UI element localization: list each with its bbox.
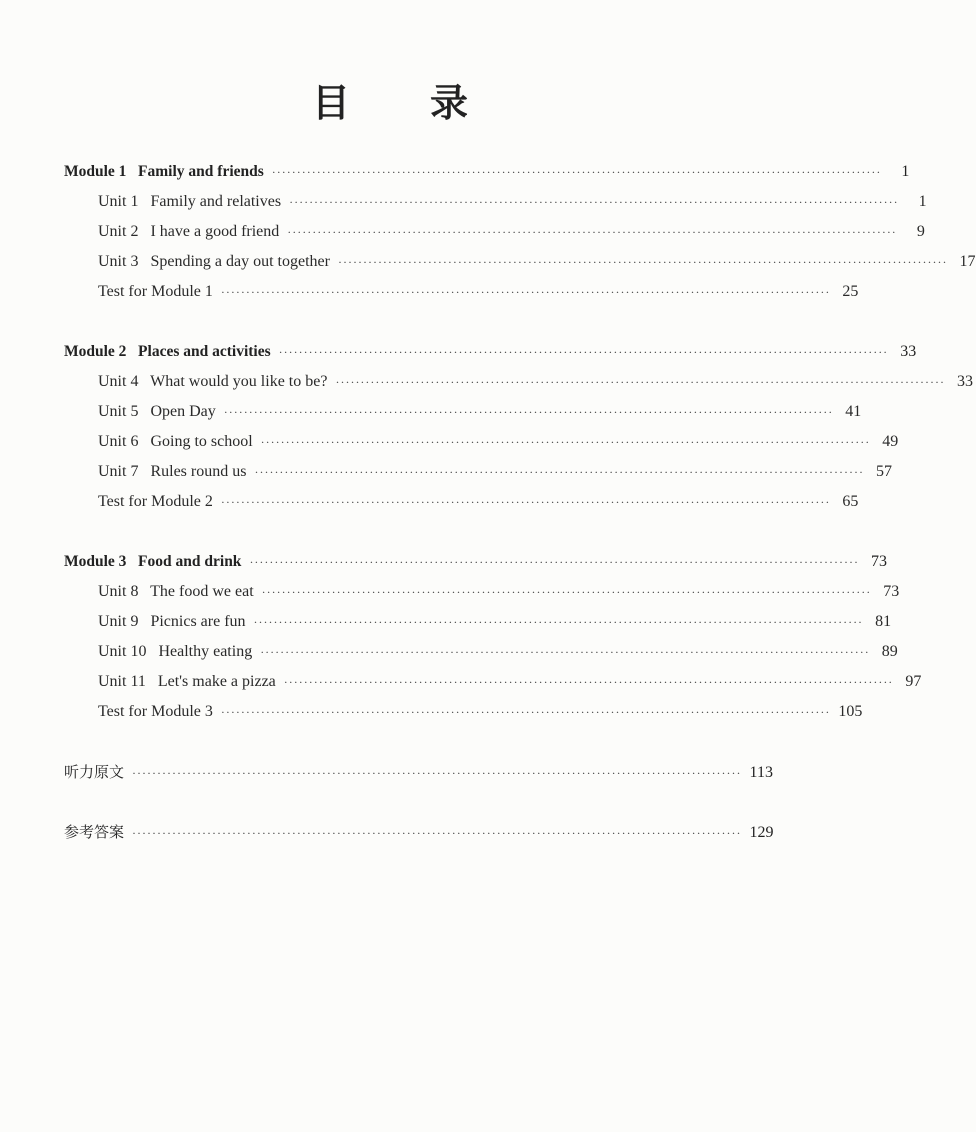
- toc-leader-dots: ··························································································································: [254, 465, 864, 479]
- toc-unit-6[interactable]: [98, 430, 899, 454]
- toc-entry-label: Unit 11 Let's make a pizza: [98, 673, 276, 690]
- toc-page-number: 129: [749, 824, 774, 841]
- toc-leader-dots: ··························································································································: [253, 615, 864, 629]
- toc-unit-9[interactable]: [98, 610, 892, 634]
- toc-page-number: 57: [875, 463, 892, 480]
- toc-unit-5[interactable]: [98, 400, 862, 424]
- toc-leader-dots: ··························································································································: [249, 555, 859, 569]
- toc-entry-label: Test for Module 2: [98, 493, 213, 510]
- toc-entry-label: Module 2 Places and activities: [64, 343, 271, 360]
- toc-test-module-1[interactable]: [98, 280, 859, 304]
- toc-entry-label: Unit 9 Picnics are fun: [98, 613, 246, 630]
- toc-module-2[interactable]: [64, 340, 917, 364]
- toc-unit-1[interactable]: [98, 190, 927, 214]
- toc-leader-dots: ··························································································································: [223, 405, 834, 419]
- toc-unit-11[interactable]: [98, 670, 922, 694]
- toc-page-number: 49: [882, 433, 899, 450]
- toc-answer-key[interactable]: [64, 820, 774, 844]
- toc-page-number: 73: [883, 583, 900, 600]
- toc-page-number: 89: [881, 643, 898, 660]
- toc-page-number: 41: [845, 403, 862, 420]
- toc-listening-scripts[interactable]: [64, 760, 773, 784]
- toc-leader-dots: ··························································································································: [278, 345, 889, 359]
- toc-unit-10[interactable]: [98, 640, 898, 664]
- toc-page-number: 105: [838, 703, 863, 720]
- toc-leader-dots: ··························································································································: [132, 766, 742, 780]
- toc-page-number: 9: [916, 223, 925, 240]
- toc-title-char-2: 录: [430, 81, 469, 125]
- toc-unit-2[interactable]: [98, 220, 925, 244]
- toc-entry-label: Unit 4 What would you like to be?: [98, 373, 328, 390]
- toc-page-number: 25: [842, 283, 859, 300]
- toc-entry-label: Unit 6 Going to school: [98, 433, 253, 450]
- toc-entry-label: Unit 3 Spending a day out together: [98, 253, 330, 270]
- toc-leader-dots: ··························································································································: [337, 255, 948, 269]
- toc-leader-dots: ··························································································································: [335, 375, 945, 389]
- toc-leader-dots: ··························································································································: [289, 195, 899, 209]
- toc-leader-dots: ··························································································································: [261, 585, 872, 599]
- toc-leader-dots: ··························································································································: [220, 705, 831, 719]
- toc-leader-dots: ··························································································································: [132, 826, 742, 840]
- toc-page-number: 65: [842, 493, 859, 510]
- toc-entry-label: 听力原文: [64, 763, 125, 781]
- toc-page-number: 97: [905, 673, 922, 690]
- toc-page-number: 73: [870, 553, 887, 570]
- toc-leader-dots: ··························································································································: [260, 645, 870, 659]
- toc-unit-3[interactable]: [98, 250, 976, 274]
- toc-leader-dots: ··························································································································: [283, 675, 894, 689]
- toc-entry-label: Unit 8 The food we eat: [98, 583, 254, 600]
- toc-entry-label: Unit 7 Rules round us: [98, 463, 247, 480]
- toc-entry-label: Module 1 Family and friends: [64, 163, 264, 180]
- toc-test-module-2[interactable]: [98, 490, 859, 514]
- toc-entry-label: Module 3 Food and drink: [64, 553, 242, 570]
- toc-page-number: 33: [900, 343, 917, 360]
- toc-leader-dots: ··························································································································: [271, 165, 882, 179]
- toc-test-module-3[interactable]: [98, 700, 863, 724]
- toc-leader-dots: ··························································································································: [220, 285, 831, 299]
- toc-leader-dots: ··························································································································: [220, 495, 831, 509]
- toc-entry-label: Unit 5 Open Day: [98, 403, 216, 420]
- toc-page-number: 17: [959, 253, 976, 270]
- toc-page-number: 81: [875, 613, 892, 630]
- toc-unit-4[interactable]: [98, 370, 973, 394]
- toc-entry-label: Test for Module 3: [98, 703, 213, 720]
- toc-unit-8[interactable]: [98, 580, 900, 604]
- toc-page-number: 113: [749, 764, 773, 781]
- toc-page-number: 1: [901, 163, 910, 180]
- toc-entry-label: Test for Module 1: [98, 283, 213, 300]
- toc-title-char-1: 目: [311, 81, 350, 125]
- toc-entry-label: Unit 1 Family and relatives: [98, 193, 282, 210]
- toc-unit-7[interactable]: [98, 460, 892, 484]
- toc-page-number: 1: [918, 193, 927, 210]
- toc-leader-dots: ··························································································································: [260, 435, 871, 449]
- toc-module-1[interactable]: [64, 160, 910, 184]
- toc-entry-label: Unit 2 I have a good friend: [98, 223, 280, 240]
- toc-entry-label: 参考答案: [64, 823, 125, 841]
- toc-module-3[interactable]: [64, 550, 887, 574]
- toc-leader-dots: ··························································································································: [287, 225, 897, 239]
- toc-page-number: 33: [956, 373, 973, 390]
- toc-entry-label: Unit 10 Healthy eating: [98, 643, 253, 660]
